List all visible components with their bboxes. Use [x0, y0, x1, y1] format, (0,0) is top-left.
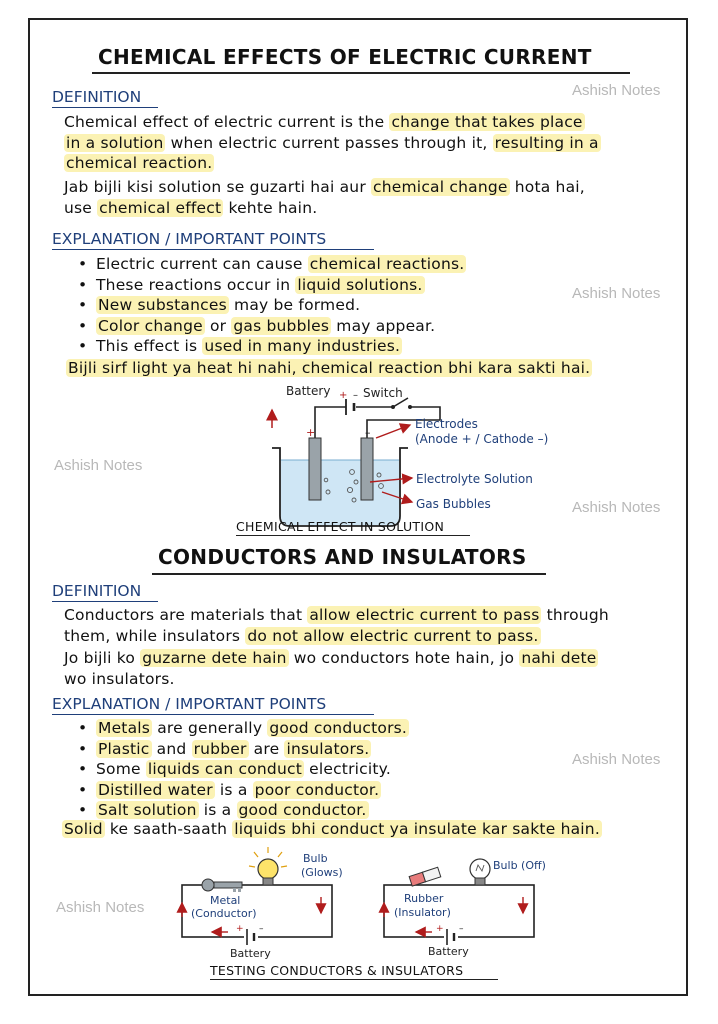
highlighted-phrase: liquids can conduct: [147, 760, 302, 778]
highlighted-phrase: nahi dete: [521, 649, 597, 667]
text-line: [64, 133, 601, 154]
title-underline: [92, 72, 630, 74]
rubber-eraser-icon: [409, 867, 441, 886]
text-segment: This effect is: [96, 337, 203, 355]
highlighted-phrase: resulting in a: [494, 133, 599, 152]
summary-note: Bijli sirf light ya heat hi nahi, chemical reaction bhi kara sakti hai.: [68, 359, 591, 377]
highlighted-phrase: in a solution: [66, 133, 164, 152]
text-segment: them, while insulators: [64, 626, 246, 645]
highlighted-phrase: Salt solution: [98, 801, 197, 819]
diagram-caption: CHEMICAL EFFECT IN SOLUTION: [236, 519, 445, 534]
highlighted-phrase: poor conductor.: [254, 780, 380, 799]
text-segment: is a: [214, 780, 253, 799]
bulb-glow-sublabel: (Glows): [301, 866, 343, 879]
points-heading: EXPLANATION / IMPORTANT POINTS: [52, 230, 327, 248]
svg-text:–: –: [365, 426, 371, 439]
text-segment: may appear.: [331, 316, 436, 335]
text-segment: use: [64, 198, 98, 217]
conductor-test-diagram: [170, 845, 570, 963]
electrolysis-diagram: [250, 380, 570, 540]
bulb-glowing-icon: [249, 847, 287, 885]
points-heading: EXPLANATION / IMPORTANT POINTS: [52, 695, 327, 713]
watermark: Ashish Notes: [572, 285, 661, 302]
highlighted-phrase: Color change: [98, 316, 203, 335]
highlighted-phrase: guzarne dete hain: [142, 649, 287, 667]
highlighted-phrase: change that takes place: [391, 113, 583, 131]
text-segment: Jab bijli kisi solution se guzarti hai aur: [64, 178, 372, 196]
battery-label: Battery: [286, 384, 331, 398]
highlighted-phrase: Metals: [98, 719, 151, 737]
wire: [315, 407, 346, 420]
text-line: [64, 112, 601, 133]
svg-text:+: +: [306, 426, 316, 439]
text-line: [64, 626, 609, 647]
definition-heading: DEFINITION: [52, 88, 142, 106]
watermark: Ashish Notes: [54, 457, 143, 474]
battery-minus: –: [353, 390, 358, 401]
metal-key-icon: [202, 879, 242, 892]
list-item: [78, 718, 409, 739]
list-item: [78, 800, 409, 821]
highlighted-phrase: Solid: [64, 820, 103, 838]
text-segment: Some: [96, 760, 146, 778]
highlighted-phrase: allow electric current to pass: [309, 606, 540, 624]
rubber-sublabel: (Insulator): [394, 906, 451, 919]
text-line: [64, 669, 598, 690]
highlighted-phrase: Plastic: [98, 739, 150, 758]
metal-label: Metal: [210, 894, 241, 907]
watermark: Ashish Notes: [572, 751, 661, 768]
text-line: [64, 648, 598, 669]
watermark: Ashish Notes: [572, 82, 661, 99]
svg-text:–: –: [259, 924, 264, 934]
definition-heading: DEFINITION: [52, 582, 142, 600]
bulb-off-icon: [470, 859, 490, 885]
highlighted-phrase: used in many industries.: [204, 337, 401, 355]
highlighted-phrase: chemical reaction.: [66, 154, 213, 172]
page-title: CHEMICAL EFFECTS OF ELECTRIC CURRENT: [98, 45, 592, 69]
switch-label: Switch: [363, 386, 403, 400]
heading-underline: [52, 714, 374, 715]
text-segment: wo conductors hote hain, jo: [288, 649, 520, 667]
definition-text: [64, 112, 601, 174]
definition-text-hinglish: [64, 177, 585, 218]
list-item: [78, 739, 409, 760]
svg-text:–: –: [459, 924, 464, 934]
text-segment: These reactions occur in: [96, 275, 296, 294]
points-list: [78, 254, 466, 357]
list-item: [78, 275, 466, 296]
bubbles-label: Gas Bubbles: [416, 497, 491, 511]
text-segment: kehte hain.: [223, 198, 318, 217]
electrodes-label: Electrodes: [415, 417, 478, 431]
highlighted-phrase: chemical reactions.: [309, 255, 465, 273]
electrolyte-label: Electrolyte Solution: [416, 472, 533, 486]
highlighted-phrase: gas bubbles: [233, 316, 330, 335]
caption-underline: [210, 979, 498, 980]
title-underline: [152, 573, 546, 575]
text-segment: Conductors are materials that: [64, 606, 308, 624]
points-list: [78, 718, 409, 821]
svg-text:+: +: [436, 924, 444, 934]
watermark: Ashish Notes: [572, 499, 661, 516]
text-segment: and: [151, 739, 192, 758]
text-segment: electricity.: [303, 760, 391, 778]
highlighted-phrase: chemical change: [373, 178, 508, 196]
text-segment: are generally: [152, 719, 268, 737]
text-line: [64, 177, 585, 198]
heading-underline: [52, 249, 374, 250]
text-line: [62, 820, 602, 838]
highlighted-phrase: do not allow electric current to pass.: [247, 626, 539, 645]
text-segment: or: [204, 316, 232, 335]
list-item: [78, 780, 409, 801]
definition-text-hinglish: [64, 648, 598, 689]
electrodes-sublabel: (Anode + / Cathode –): [415, 432, 549, 446]
text-segment: wo insulators.: [64, 669, 175, 688]
text-segment: Chemical effect of electric current is the: [64, 113, 390, 131]
section-title: CONDUCTORS AND INSULATORS: [158, 545, 527, 569]
battery-right-label: Battery: [428, 945, 469, 958]
list-item: [78, 336, 466, 357]
text-segment: Electric current can cause: [96, 255, 308, 273]
text-segment: ke saath-saath: [104, 820, 233, 838]
text-segment: Jo bijli ko: [64, 649, 141, 667]
electrolyte-liquid: [281, 460, 399, 525]
highlighted-phrase: Distilled water: [98, 780, 213, 799]
watermark: Ashish Notes: [56, 899, 145, 916]
text-line: [64, 198, 585, 219]
list-item: [78, 759, 409, 780]
caption-underline: [236, 535, 470, 536]
bulb-glow-label: Bulb: [303, 852, 328, 865]
text-segment: may be formed.: [228, 296, 361, 314]
list-item: [78, 316, 466, 337]
highlighted-phrase: liquid solutions.: [297, 275, 423, 294]
rubber-label: Rubber: [404, 892, 444, 905]
highlighted-phrase: liquids bhi conduct ya insulate kar sakte hain.: [234, 820, 600, 838]
metal-sublabel: (Conductor): [191, 907, 257, 920]
battery-plus: +: [339, 390, 348, 401]
anode-electrode: [309, 438, 321, 500]
definition-text: [64, 605, 609, 646]
highlighted-phrase: chemical effect: [99, 198, 222, 217]
highlighted-phrase: good conductors.: [269, 719, 408, 737]
text-segment: through: [541, 606, 609, 624]
heading-underline: [52, 601, 158, 602]
summary-note: [62, 820, 602, 838]
highlighted-phrase: New substances: [98, 296, 227, 314]
svg-text:+: +: [236, 924, 244, 934]
text-line: [64, 153, 601, 174]
heading-underline: [52, 107, 158, 108]
list-item: [78, 295, 466, 316]
highlighted-phrase: good conductor.: [238, 801, 367, 819]
text-line: [64, 605, 609, 626]
text-segment: hota hai,: [509, 178, 585, 196]
bulb-off-label: Bulb (Off): [493, 859, 546, 872]
battery-left-label: Battery: [230, 947, 271, 960]
diagram-caption: TESTING CONDUCTORS & INSULATORS: [210, 963, 464, 978]
text-segment: are: [248, 739, 285, 758]
list-item: [78, 254, 466, 275]
text-segment: is a: [198, 801, 237, 819]
cathode-electrode: [361, 438, 373, 500]
text-segment: when electric current passes through it,: [165, 133, 493, 152]
highlighted-phrase: rubber: [193, 739, 247, 758]
highlighted-phrase: insulators.: [286, 739, 370, 758]
